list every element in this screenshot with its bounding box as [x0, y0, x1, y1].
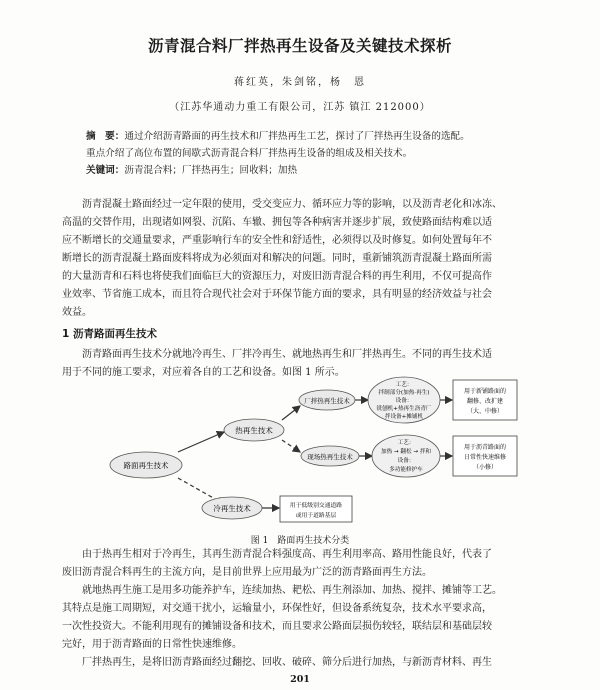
section1-line: 用于不同的施工要求，对应着各自的工艺和设备。如图 1 所示。 [62, 367, 345, 378]
arrow-hot-plant [282, 406, 300, 420]
keywords-label: 关键词： [86, 165, 125, 176]
intro-line: 效益。 [62, 307, 92, 318]
arrow-root-hot [178, 432, 224, 452]
plant-use-line: （大、中修） [466, 408, 504, 415]
after-figure-text [62, 546, 538, 672]
body-line: 完好，用于沥青路面的日常性快速维修。 [62, 639, 242, 650]
plant-detail-line: 设备： [395, 398, 413, 404]
insitu-use-line: 日常性快速维修 [463, 454, 507, 461]
plant-use-line: 用于新铺路面的 [463, 388, 507, 395]
insitu-use-line: （小修） [472, 464, 498, 471]
insitu-use-line: 用于沥青路面的 [463, 444, 507, 451]
body-line: 厂拌热再生，是将旧沥青路面经过翻挖、回收、破碎、筛分后进行加热，与新沥青材料、再生 [82, 657, 492, 668]
intro-line: 断增长的沥青混凝土路面废料将成为必须面对和解决的问题。同时，重新铺筑沥青混凝土路面所需 [62, 253, 492, 264]
node-cold-label: 冷再生技术 [213, 504, 251, 513]
body-line: 由于热再生相对于冷再生，其再生沥青混合料强度高、再生利用率高、路用性能良好，代表了 [82, 549, 492, 560]
figure-caption: 图 1 路面再生技术分类 [250, 536, 350, 546]
keywords-text: 沥青混合料；厂拌热再生；回收料；加热 [124, 165, 298, 176]
node-plant-label: 厂拌热再生技术 [304, 397, 350, 405]
affiliation: （江苏华通动力重工有限公司，江苏 镇江 212000） [169, 102, 431, 113]
plant-detail-line: 铣刨机+热再生沥青厂 [376, 406, 432, 412]
cold-use-line: 或用于道路基层 [295, 513, 337, 519]
intro-line: 高温的交替作用，出现诸如网裂、沉陷、车辙、拥包等各种病害并逐步扩展，致使路面结构难以适 [62, 217, 492, 228]
cold-use-line: 用于低级别交通道路 [289, 503, 343, 509]
insitu-detail-line: 加热 → 翻松 → 拌和 [380, 449, 432, 455]
node-root-label: 路面再生技术 [123, 461, 169, 470]
insitu-detail-line: 多功能修护车 [389, 467, 423, 473]
authors: 蒋红英，朱剑铭，杨 恩 [234, 77, 366, 88]
plant-detail-line: 拌设备+摊铺机 [384, 414, 424, 420]
page-number: 201 [290, 674, 310, 685]
abstract-label: 摘 要： [86, 131, 125, 142]
node-hot-label: 热再生技术 [235, 426, 273, 435]
intro-line: 应不断增长的交通量要求，严重影响行车的安全性和舒适性，必须得以及时修复。如何处置每年不 [62, 235, 492, 246]
abstract-line-2: 重点介绍了高位布置的间歇式沥青混合料厂拌热再生设备的组成及相关技术。 [86, 148, 413, 159]
section1-line: 沥青路面再生技术分就地冷再生、厂拌冷再生、就地热再生和厂拌热再生。不同的再生技术适 [82, 349, 492, 360]
insitu-detail-line: 工艺： [397, 440, 415, 446]
body-line: 其特点是施工周期短，对交通干扰小，运输量小，环保性好，但设备系统复杂，技术水平要求高， [62, 603, 492, 614]
intro-line: 沥青混凝土路面经过一定年限的使用，受交变应力、循环应力等的影响，以及沥青老化和冰冻、 [82, 199, 502, 210]
body-line: 一次性投资大。不能利用现有的摊铺设备和技术，而且要求公路面层损伤较轻，联结层和基础层较 [62, 621, 492, 632]
abstract-text-1: 通过介绍沥青路面的再生技术和厂拌热再生工艺，探讨了厂拌热再生设备的选配。 [124, 131, 470, 142]
intro-line: 业效率、节省施工成本，而且符合现代社会对于环保节能方面的要求，具有明显的经济效益与社会 [62, 289, 492, 300]
body-line: 废旧沥青混合料再生的主流方向，是目前世界上应用最为广泛的沥青路面再生方法。 [62, 567, 432, 578]
plant-detail-line: 拌制部分(加热·再生) [378, 390, 430, 396]
paper-title: 沥青混合料厂拌热再生设备及关键技术探析 [147, 37, 452, 55]
intro-line: 的大量沥青和石料也将使我们面临巨大的资源压力，对废旧沥青混合料的再生利用，不仅可提高作 [62, 271, 492, 282]
body-line: 就地热再生施工是用多功能养护车，连续加热、耙松、再生剂添加、加热、搅拌、摊铺等工艺。 [82, 585, 502, 596]
insitu-detail-line: 设备： [397, 458, 415, 464]
node-insitu-label: 现场热再生技术 [307, 453, 353, 461]
section-heading-1: 1 沥青路面再生技术 [62, 328, 157, 340]
plant-detail-line: 工艺： [395, 382, 413, 388]
arrow-hot-insitu [282, 440, 300, 452]
plant-use-line: 翻修、改扩建 [466, 398, 504, 405]
